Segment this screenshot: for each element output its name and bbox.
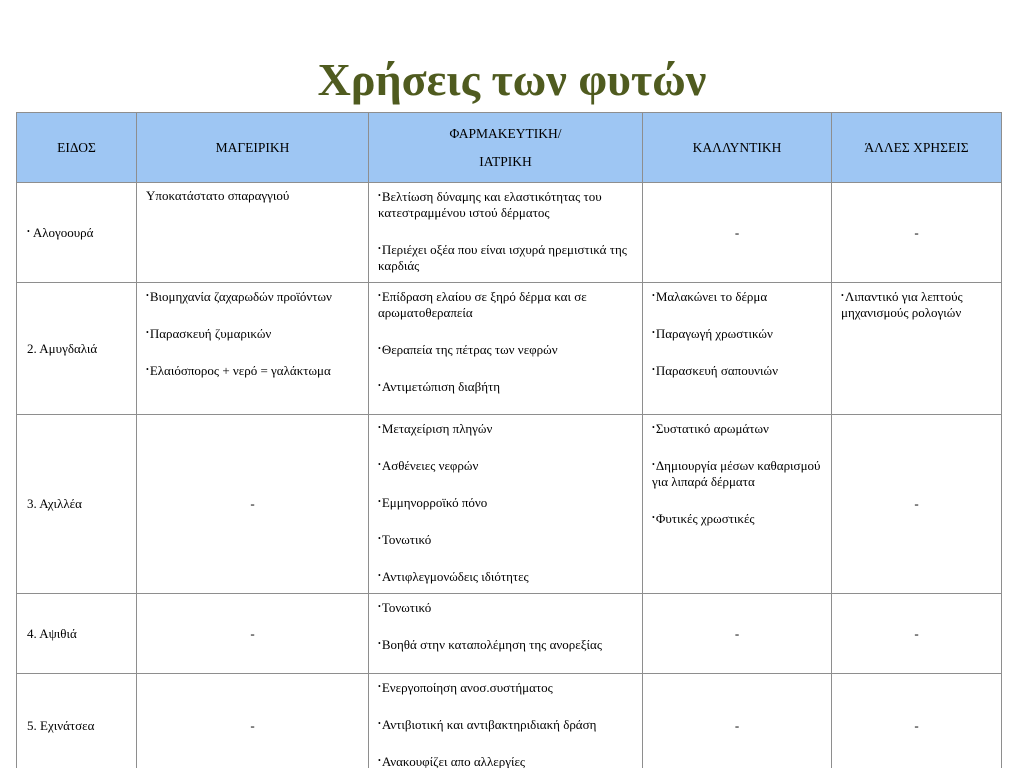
species-name: Αλογοουρά [32,225,94,240]
cooking-item-text: Βιομηχανία ζαχαρωδών προϊόντων [149,289,332,304]
medical-item-text: Εμμηνορροϊκό πόνο [381,495,488,510]
cosmetic-cell [643,415,832,594]
cooking-empty-cell: - [137,674,369,768]
species-name-cell [17,674,137,768]
medical-item-text: Ανακουφίζει απο αλλεργίες [381,754,526,768]
header-species: ΕΙΔΟΣ [17,113,137,183]
medical-item [378,378,633,395]
medical-item-text: Θεραπεία της πέτρας των νεφρών [381,342,558,357]
table-body [17,183,1002,768]
bullet-marker: • [378,719,381,728]
cosmetic-empty-cell: - [643,674,832,768]
table-row [17,415,1002,594]
medical-item [378,599,633,616]
bullet-marker: • [378,639,381,648]
medical-cell [369,415,643,594]
other-uses-item-text: Λιπαντικό για λεπτούς μηχανισμούς ρολογιών [841,289,963,320]
cosmetic-item-text: Παραγωγή χρωστικών [655,326,773,341]
cosmetic-item [652,325,822,342]
cooking-item [146,325,359,342]
medical-item [378,341,633,358]
medical-item-text: Τονωτικό [381,600,432,615]
cooking-item [146,362,359,379]
header-medical-line1: ΦΑΡΜΑΚΕΥΤΙΚΗ/ [449,125,562,141]
medical-item [378,636,633,653]
medical-item-text: Αντιβιοτική και αντιβακτηριδιακή δράση [381,717,597,732]
species-name: 3. Αχιλλέα [27,496,82,511]
cosmetic-item-text: Συστατικό αρωμάτων [655,421,769,436]
medical-item-text: Αντιφλεγμονώδεις ιδιότητες [381,569,529,584]
other-uses-empty-cell: - [832,594,1002,674]
header-medical-line2: ΙΑΤΡΙΚΗ [479,153,532,169]
header-other-uses: ΆΛΛΕΣ ΧΡΗΣΕΙΣ [832,113,1002,183]
cosmetic-item [652,288,822,305]
medical-cell [369,283,643,415]
bullet-marker: • [378,423,381,432]
bullet-marker: • [378,756,381,765]
table-row [17,283,1002,415]
medical-item-text: Βοηθά στην καταπολέμηση της ανορεξίας [381,637,602,652]
other-uses-cell [832,283,1002,415]
species-name: 2. Αμυγδαλιά [27,340,98,356]
medical-item-text: Ενεργοποίηση ανοσ.συστήματος [381,680,553,695]
medical-item [378,420,633,437]
medical-item-text: Περιέχει οξέα που είναι ισχυρά ηρεμιστικά της καρδιάς [378,242,627,273]
bullet-marker: • [378,497,381,506]
bullet-marker: • [378,381,381,390]
medical-item-text: Μεταχείριση πληγών [381,421,493,436]
cosmetic-item-text: Μαλακώνει το δέρμα [655,289,768,304]
bullet-marker: • [146,328,149,337]
species-name: 5. Εχινάτσεα [27,718,95,733]
medical-item [378,568,633,585]
cooking-empty-cell: - [137,594,369,674]
bullet-marker: • [378,191,381,200]
plant-uses-table [16,112,1002,768]
header-cooking: ΜΑΓΕΙΡΙΚΗ [137,113,369,183]
medical-item-text: Ασθένειες νεφρών [381,458,479,473]
bullet-marker: • [378,460,381,469]
medical-item [378,188,633,221]
medical-item [378,679,633,696]
cosmetic-item-text: Δημιουργία μέσων καθαρισμού για λιπαρά δέρματα [652,458,821,489]
bullet-marker: • [146,365,149,374]
medical-item [378,494,633,511]
cooking-item-text: Υποκατάστατο σπαραγγιού [146,188,290,203]
table-row [17,594,1002,674]
cooking-cell [137,283,369,415]
bullet-marker: • [146,291,149,300]
other-uses-empty-cell: - [832,183,1002,283]
other-uses-item [841,288,992,321]
medical-item [378,457,633,474]
bullet-marker: • [652,328,655,337]
cooking-item [146,288,359,305]
medical-item-text: Βελτίωση δύναμης και ελαστικότητας του κατεστραμμένου ιστού δέρματος [378,189,602,220]
medical-cell [369,674,643,768]
bullet-marker: • [841,291,844,300]
cosmetic-empty-cell: - [643,594,832,674]
medical-item [378,241,633,274]
species-name-cell [17,594,137,674]
bullet-marker: • [652,291,655,300]
bullet-marker: • [652,423,655,432]
species-name: 4. Αψιθιά [27,625,77,641]
cosmetic-item-text: Παρασκευή σαπουνιών [655,363,778,378]
cosmetic-item [652,362,822,379]
medical-item-text: Αντιμετώπιση διαβήτη [381,379,501,394]
bullet-marker: • [378,534,381,543]
cosmetic-item [652,420,822,437]
medical-cell [369,594,643,674]
bullet-marker: • [652,365,655,374]
bullet-marker: • [652,460,655,469]
cooking-item-text: Παρασκευή ζυμαρικών [149,326,272,341]
table-row [17,183,1002,283]
bullet-marker: • [378,344,381,353]
bullet-marker: • [378,291,381,300]
medical-item [378,288,633,321]
table-row [17,674,1002,768]
medical-item [378,531,633,548]
other-uses-empty-cell: - [832,415,1002,594]
medical-item-text: Επίδραση ελαίου σε ξηρό δέρμα και σε αρωματοθεραπεία [378,289,587,320]
header-cosmetic: ΚΑΛΛΥΝΤΙΚΗ [643,113,832,183]
medical-item [378,753,633,768]
medical-cell [369,183,643,283]
cooking-empty-cell: - [137,415,369,594]
medical-item-text: Τονωτικό [381,532,432,547]
header-medical [369,113,643,183]
other-uses-empty-cell: - [832,674,1002,768]
bullet-marker: • [378,682,381,691]
cosmetic-item [652,510,822,527]
cosmetic-empty-cell: - [643,183,832,283]
bullet-marker: • [378,602,381,611]
species-name-cell [17,415,137,594]
bullet-marker: • [378,571,381,580]
bullet-marker: • [378,244,381,253]
species-name-cell [17,283,137,415]
cooking-cell [137,183,369,283]
medical-item [378,716,633,733]
cooking-item-text: Ελαιόσπορος + νερό = γαλάκτωμα [149,363,331,378]
cosmetic-item-text: Φυτικές χρωστικές [655,511,755,526]
slide-title: Χρήσεις των φυτών [317,54,707,105]
bullet-marker: • [27,227,32,236]
table-header-row [17,113,1002,183]
cosmetic-item [652,457,822,490]
cooking-item [146,188,359,204]
cosmetic-cell [643,283,832,415]
bullet-marker: • [652,513,655,522]
species-name-cell [17,183,137,283]
